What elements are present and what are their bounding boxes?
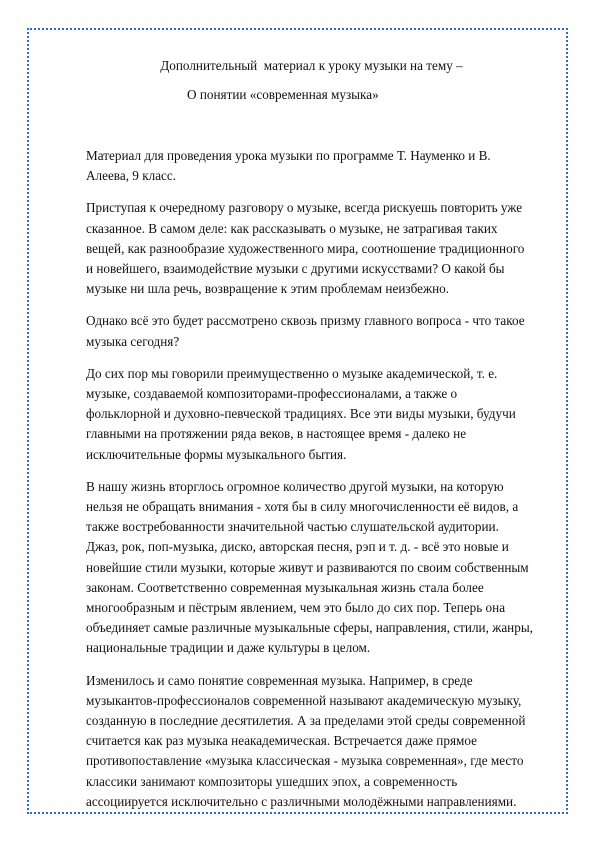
paragraph xyxy=(86,477,566,659)
paragraph-gap xyxy=(86,299,566,311)
paragraph-line: созданную в последние десятилетия. А за пределами этой среды современной xyxy=(86,713,526,729)
document-body xyxy=(86,146,566,812)
paragraph-line: Изменилось и само понятие современная музыка. Например, в среде xyxy=(86,672,473,688)
paragraph-line: Однако всё это будет рассмотрено сквозь призму главного вопроса - что такое xyxy=(86,313,525,329)
paragraph-line: музыкантов-профессионалов современной называют академическую музыку, xyxy=(86,692,522,708)
paragraph-line: исключительные формы музыкального бытия. xyxy=(86,446,347,462)
document-subheading: О понятии «современная музыка» xyxy=(187,87,379,102)
paragraph-line: противопоставление «музыка классическая - музыка современная», где место xyxy=(86,753,524,769)
paragraph-line: До сих пор мы говорили преимущественно о музыке академической, т. е. xyxy=(86,365,498,381)
paragraph xyxy=(86,671,566,812)
paragraph-line: музыке, создаваемой композиторами-профессионалами, а также о xyxy=(86,386,458,402)
paragraph-gap xyxy=(86,465,566,477)
paragraph-line: вещей, как разнообразие художественного мира, соотношение традиционного xyxy=(86,240,525,256)
paragraph xyxy=(86,146,566,186)
paragraph-line: классики занимают композиторы ушедших эпох, а современность xyxy=(86,773,458,789)
paragraph-line: музыке ни шла речь, возвращение к этим проблемам неизбежно. xyxy=(86,281,450,297)
paragraph-line: Алеева, 9 класс. xyxy=(86,168,177,184)
paragraph xyxy=(86,198,566,299)
paragraph-gap xyxy=(86,186,566,198)
paragraph-line: ассоциируется исключительно с различными молодёжными направлениями. xyxy=(86,793,517,809)
paragraph-line: фольклорной и духовно-певческой традициях. Все эти виды музыки, будучи xyxy=(86,406,516,422)
paragraph-line: многообразным и пёстрым явлением, чем это было до сих пор. Теперь она xyxy=(86,600,506,616)
paragraph xyxy=(86,311,566,351)
paragraph-line: и новейшего, взаимодействие музыки с другими искусствами? О какой бы xyxy=(86,261,505,277)
paragraph-line: также востребованности значительной частью слушательской аудитории. xyxy=(86,519,499,535)
paragraph-line: Джаз, рок, поп-музыка, диско, авторская песня, рэп и т. д. - всё это новые и xyxy=(86,539,509,555)
paragraph-line: национальные традиции и даже культуры в целом. xyxy=(86,640,371,656)
paragraph-gap xyxy=(86,352,566,364)
paragraph-gap xyxy=(86,659,566,671)
document-heading: Дополнительный материал к уроку музыки на тему – xyxy=(160,58,463,73)
paragraph-line: главными на протяжении ряда веков, в настоящее время - далеко не xyxy=(86,426,467,442)
paragraph-line: Материал для проведения урока музыки по программе Т. Науменко и В. xyxy=(86,148,491,163)
paragraph-line: законам. Соответственно современная музыкальная жизнь стала более xyxy=(86,579,484,595)
paragraph-line: музыка сегодня? xyxy=(86,333,180,349)
paragraph xyxy=(86,364,566,465)
paragraph-line: В нашу жизнь вторглось огромное количество другой музыки, на которую xyxy=(86,478,504,494)
paragraph-line: новейшие стили музыки, которые живут и развиваются по своим собственным xyxy=(86,559,529,575)
paragraph-line: нельзя не обращать внимания - хотя бы в силу многочисленности её видов, а xyxy=(86,499,519,515)
paragraph-line: объединяет самые различные музыкальные сферы, направления, стили, жанры, xyxy=(86,620,533,636)
paragraph-line: считается как раз музыка неакадемическая. Встречается даже прямое xyxy=(86,733,477,749)
paragraph-line: Приступая к очередному разговору о музыке, всегда рискуешь повторить уже xyxy=(86,200,523,216)
paragraph-line: сказанное. В самом деле: как рассказывать о музыке, не затрагивая таких xyxy=(86,220,498,236)
